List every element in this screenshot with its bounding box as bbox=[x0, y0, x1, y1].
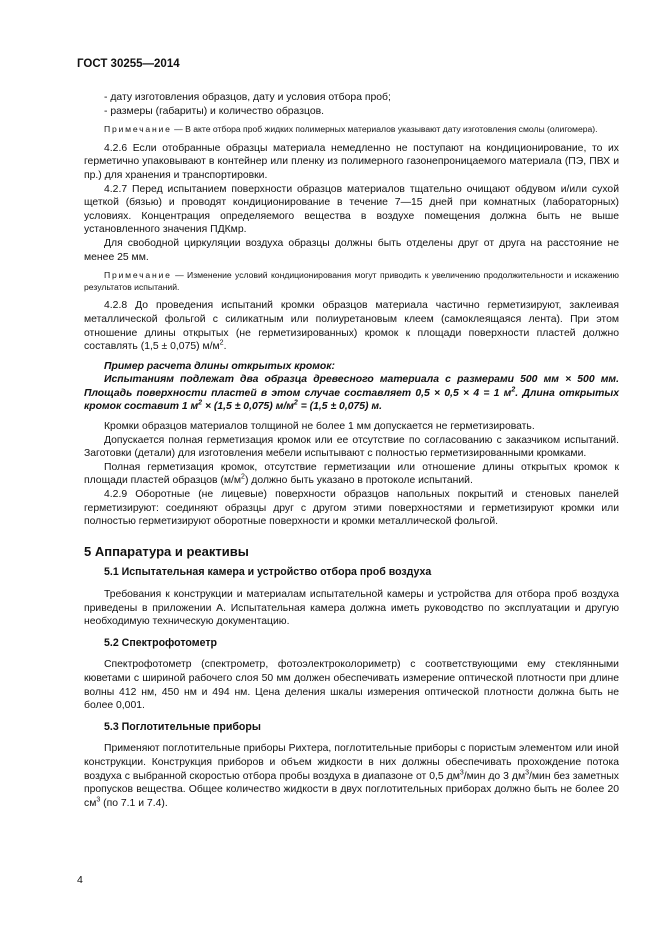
page-body bbox=[84, 91, 619, 810]
paragraph-4-2-6: 4.2.6 Если отобранные образцы материала немедленно не поступают на кондиционирование, то их герметично упаковывают в контейнер или пленку из полимерного газонепроницаемого материала (ПЭ, ПВХ и пр.) для хранения и транспортировки. bbox=[84, 142, 619, 181]
list-item: - дату изготовления образцов, дату и условия отбора проб; bbox=[104, 92, 391, 103]
list-item: - размеры (габариты) и количество образцов. bbox=[104, 105, 324, 117]
paragraph-4-2-9: 4.2.9 Оборотные (не лицевые) поверхности образцов напольных покрытий и стеновых панелей герметизируют: соединяют образцы друг с другом этими поверхностями и герметизируют кромки или полностью герметизируют оборотные поверхности и кромки металлической фольгой. bbox=[84, 489, 619, 528]
note-label: Примечание bbox=[104, 270, 172, 281]
subsection-5-3-text: Применяют поглотительные приборы Рихтера, поглотительные приборы с пористым элементом или иной конструкции. Конструкция приборов и объем жидкости в них должны обеспечивать прохождение потока воздуха с выбранной скоростью отбора пробы воздуха в диапазоне от 0,5 $дм^3$/мин до 3 $дм^3$/мин без заметных пропусков вещества. Общее количество жидкости в двух поглотительных приборах должно быть не более 20 $см^3$ (по 7.1 и 7.4). bbox=[84, 743, 619, 809]
paragraph-edges-ratio: Полная герметизация кромок, отсутствие герметизации или отношение длины открытых кромок к площади пластей образцов $(м/м^2)$ должно быть указано в протоколе испытаний. bbox=[84, 461, 619, 487]
example-title: Пример расчета длины открытых кромок: bbox=[104, 360, 335, 372]
note-1 bbox=[84, 124, 619, 136]
page-number: 4 bbox=[77, 874, 83, 886]
note-2 bbox=[84, 270, 619, 293]
paragraph-4-2-7-circulation: Для свободной циркуляции воздуха образцы должны быть отделены друг от друга на расстояние не менее 25 мм. bbox=[84, 237, 619, 263]
document-header: ГОСТ 30255—2014 bbox=[77, 58, 180, 70]
note-text: — Изменение условий кондиционирования могут приводить к увеличению продолжительности и искажению результатов испытаний. bbox=[84, 270, 619, 292]
paragraph-4-2-8: 4.2.8 До проведения испытаний кромки образцов материала частично герметизируют, заклеивая металлической фольгой с силикатным или полиуретановым клеем (самоклеящаяся лента). При этом отношение длины открытых (не герметизированных) кромок к площади поверхности пластей должно составлять (1,5 ± 0,075) $м/м^2$. bbox=[84, 300, 619, 353]
subsection-5-3-heading: 5.3 Поглотительные приборы bbox=[104, 720, 261, 733]
subsection-5-2-text: Спектрофотометр (спектрометр, фотоэлектроколориметр) с соответствующими ему стеклянными кюветами с шириной рабочего слоя 50 мм должен обеспечивать измерение оптической плотности при длине волны 412 нм, 450 нм и 494 нм. Цена деления шкалы измерения оптической плотности должна быть не более 0,001. bbox=[84, 659, 619, 712]
paragraph-4-2-7: 4.2.7 Перед испытанием поверхности образцов материалов тщательно очищают обдувом и/или сухой щеткой (бязью) и проводят кондиционирование в течение 7—15 дней при комнатных (лабораторных) условиях. Концентрация определяемого вещества в воздухе помещения должна быть не выше установленного значения ПДКмр. bbox=[84, 183, 619, 236]
section-5-heading: 5 Аппаратура и реактивы bbox=[84, 543, 249, 559]
paragraph-edges-thin: Кромки образцов материалов толщиной не более 1 мм допускается не герметизировать. bbox=[104, 421, 535, 433]
note-label: Примечание bbox=[104, 124, 172, 135]
note-text: — В акте отбора проб жидких полимерных материалов указывают дату изготовления смолы (олигомера). bbox=[171, 124, 598, 135]
subsection-5-1-text: Требования к конструкции и материалам испытательной камеры и устройства для отбора проб воздуха приведены в приложении А. Испытательная камера должна иметь руководство по эксплуатации и другую необходимую техническую документацию. bbox=[84, 589, 619, 628]
subsection-5-2-heading: 5.2 Спектрофотометр bbox=[104, 636, 218, 649]
example-text: Испытаниям подлежат два образца древесного материала с размерами 500 мм × 500 мм. Площадь поверхности пластей в этом случае составляет 0,5 × 0,5 × 4 = 1 $м^2$. Длина открытых кромок составит 1 $м^2 \times (1,5 \pm 0,075) м/м^2 = (1,5 \pm 0,075)$ м. bbox=[84, 374, 619, 413]
subsection-5-1-heading: 5.1 Испытательная камера и устройство отбора проб воздуха bbox=[104, 566, 432, 579]
paragraph-edges-full: Допускается полная герметизация кромок или ее отсутствие по согласованию с заказчиком испытаний. Заготовки (детали) для изготовления мебели испытывают с полностью герметизированными кромками. bbox=[84, 434, 619, 460]
